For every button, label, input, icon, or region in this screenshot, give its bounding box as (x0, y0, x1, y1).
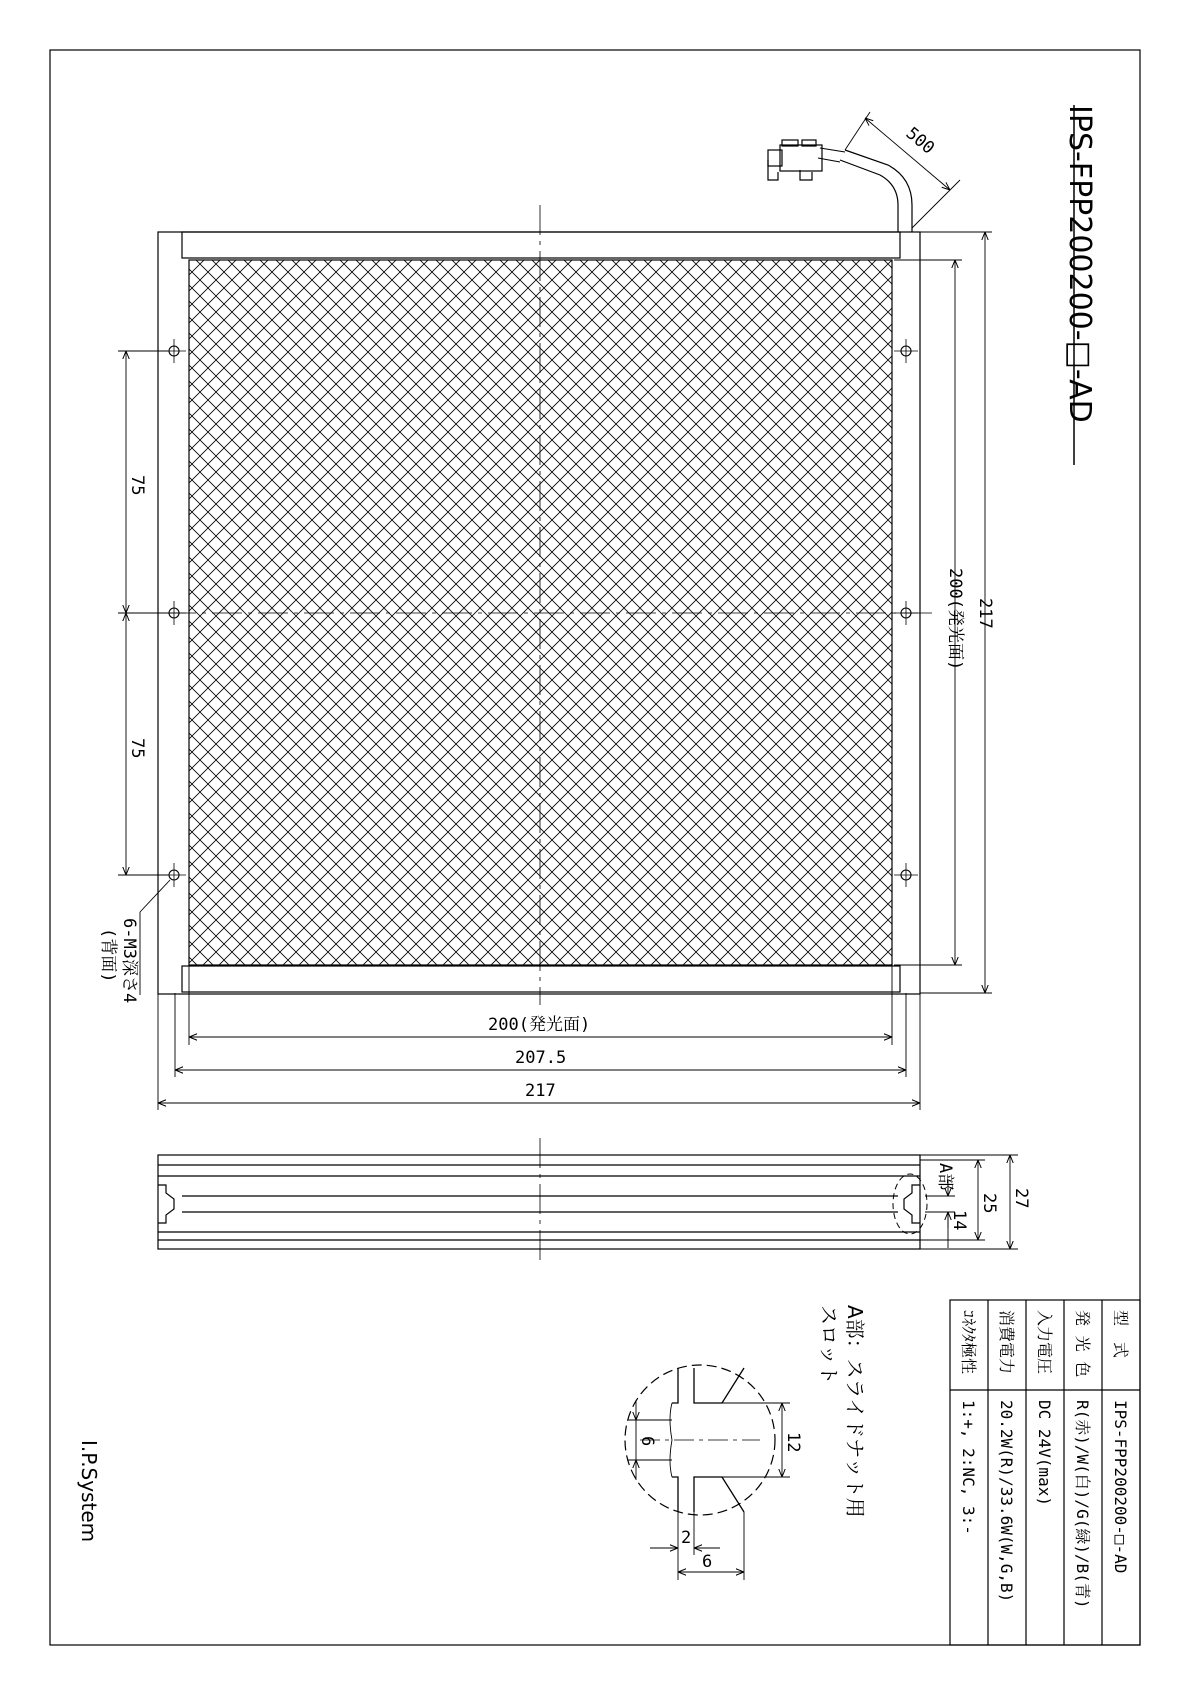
emitting-width-label: 200(発光面) (488, 1015, 591, 1035)
detail-a-callout: A部 (935, 1163, 955, 1191)
spec-label-color: 発 光 色 (1073, 1310, 1092, 1378)
hole-note-leader (140, 880, 170, 995)
spec-table-text (959, 1310, 1130, 1609)
hole-pitch-upper-label: 75 (127, 475, 147, 496)
company-name: I.P.System (77, 1440, 101, 1543)
front-view (120, 140, 935, 1005)
detail-dim-6-vertical: 6 (637, 1436, 657, 1447)
detail-a (625, 1365, 790, 1580)
spec-value-voltage: DC 24V(max) (1035, 1400, 1054, 1506)
hole-note-line2: (背面) (98, 928, 118, 983)
hole-note-line1: 6-M3深さ4 (119, 918, 139, 1004)
detail-title-line1: A部：スライドナット用 (843, 1305, 867, 1518)
bottom-bar (182, 966, 900, 992)
spec-value-polarity: 1:+, 2:NC, 3:- (959, 1400, 978, 1535)
side-view (158, 1138, 927, 1265)
emitting-height-label: 200(発光面) (945, 568, 965, 671)
depth-outer-label: 27 (1011, 1188, 1031, 1209)
hole-pitch-lower-label: 75 (127, 738, 147, 759)
spec-value-color: R(赤)/W(白)/G(緑)/B(青) (1073, 1400, 1092, 1609)
detail-title-line2: スロット (817, 1305, 841, 1385)
spec-label-model: 型 式 (1111, 1310, 1130, 1359)
outer-height-label: 217 (975, 598, 995, 629)
inner-width-label: 207.5 (515, 1048, 567, 1068)
spec-value-model: IPS-FPP200200-□-AD (1111, 1400, 1130, 1574)
slot-width-label: 14 (949, 1210, 969, 1231)
spec-value-power: 20.2W(R)/33.6W(W,G,B) (997, 1400, 1016, 1603)
detail-dim-12: 12 (783, 1432, 803, 1453)
spec-label-polarity: ｺﾈｸﾀ極性 (959, 1310, 978, 1375)
hole-pitch-dimensions (118, 351, 168, 875)
emitting-surface (189, 260, 892, 965)
outer-width-label: 217 (525, 1081, 556, 1101)
spec-label-power: 消費電力 (997, 1310, 1016, 1375)
top-bar (182, 232, 900, 258)
depth-dimensions (920, 1155, 1018, 1249)
drawing-title: IPS-FPP200200-□-AD (1062, 105, 1097, 423)
detail-dim-2: 2 (681, 1528, 692, 1548)
detail-a-marker (893, 1174, 927, 1234)
spec-label-voltage: 入力電圧 (1035, 1310, 1054, 1375)
cable-connector (768, 140, 912, 232)
cable-length-label: 500 (901, 123, 939, 159)
depth-inner-label: 25 (979, 1193, 999, 1214)
connector-body (780, 145, 822, 171)
detail-dim-6-horizontal: 6 (702, 1552, 713, 1572)
cable-length-dimension (845, 112, 960, 228)
side-outer (158, 1155, 920, 1249)
